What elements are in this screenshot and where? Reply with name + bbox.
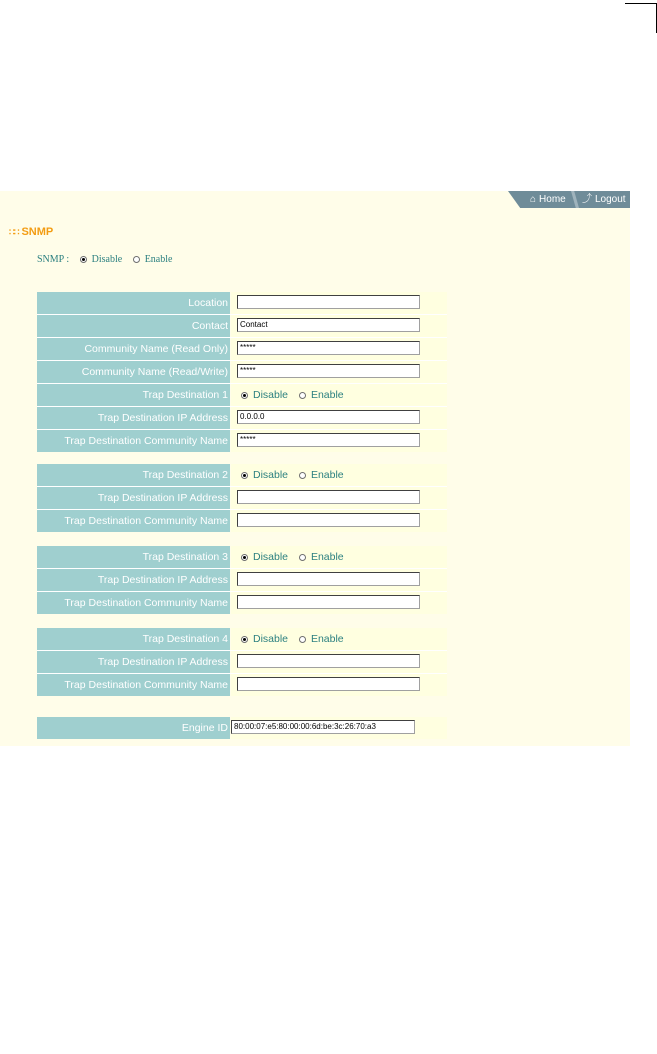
trap1-enable-label: Enable — [310, 389, 344, 401]
contact-row — [37, 315, 447, 338]
community-rw-input[interactable]: ***** — [237, 364, 420, 378]
page-corner-mark — [625, 3, 657, 33]
trap3-disable-option[interactable] — [241, 546, 288, 568]
engine-id-group — [37, 717, 447, 739]
community-ro-input[interactable]: ***** — [237, 341, 420, 355]
trap4-community-input[interactable] — [237, 677, 420, 691]
trap3-disable-radio[interactable] — [241, 554, 248, 561]
logout-icon: ⤴ — [582, 194, 592, 205]
trap1-ip-row — [37, 407, 447, 430]
page-title-text: SNMP — [21, 226, 54, 238]
trap3-group — [37, 546, 447, 614]
grid-bullet-icon: ∷∷ — [9, 227, 19, 237]
snmp-disable-option[interactable] — [80, 253, 123, 267]
trap3-community-row — [37, 592, 447, 614]
trap2-community-label: Trap Destination Community Name — [37, 510, 230, 532]
trap4-enable-label: Enable — [310, 633, 344, 645]
home-icon: ⌂ — [530, 194, 537, 205]
snmp-disable-label: Disable — [91, 254, 123, 265]
community-rw-label: Community Name (Read/Write) — [37, 361, 230, 383]
snmp-panel — [0, 191, 630, 746]
location-input[interactable] — [237, 295, 420, 309]
trap1-row — [37, 384, 447, 407]
trap4-ip-row — [37, 651, 447, 674]
trap2-label: Trap Destination 2 — [37, 464, 230, 486]
trap3-disable-label: Disable — [253, 551, 289, 563]
engine-id-label: Engine ID — [37, 717, 230, 739]
page-title — [9, 225, 53, 239]
snmp-enable-radio[interactable] — [133, 256, 140, 263]
home-tab[interactable] — [530, 193, 566, 206]
trap4-group — [37, 628, 447, 696]
contact-input[interactable]: Contact — [237, 318, 420, 332]
community-ro-label: Community Name (Read Only) — [37, 338, 230, 360]
trap4-community-label: Trap Destination Community Name — [37, 674, 230, 696]
engine-id-row — [37, 717, 447, 739]
trap4-ip-input[interactable] — [237, 654, 420, 668]
trap4-enable-radio[interactable] — [299, 636, 306, 643]
contact-label: Contact — [37, 315, 230, 337]
trap4-enable-option[interactable] — [299, 628, 344, 650]
trap1-community-label: Trap Destination Community Name — [37, 430, 230, 452]
trap3-row — [37, 546, 447, 569]
trap2-group — [37, 464, 447, 532]
trap3-ip-row — [37, 569, 447, 592]
trap1-disable-label: Disable — [253, 389, 289, 401]
trap1-ip-label: Trap Destination IP Address — [37, 407, 230, 429]
trap4-disable-option[interactable] — [241, 628, 288, 650]
trap3-ip-label: Trap Destination IP Address — [37, 569, 230, 591]
trap2-disable-label: Disable — [253, 469, 289, 481]
trap3-label: Trap Destination 3 — [37, 546, 230, 568]
trap4-ip-label: Trap Destination IP Address — [37, 651, 230, 673]
engine-id-input[interactable]: 80:00:07:e5:80:00:00:6d:be:3c:26:70:a3 — [231, 720, 415, 734]
trap3-enable-radio[interactable] — [299, 554, 306, 561]
location-label: Location — [37, 292, 230, 314]
trap3-community-input[interactable] — [237, 595, 420, 609]
trap4-community-row — [37, 674, 447, 696]
trap4-disable-radio[interactable] — [241, 636, 248, 643]
trap2-community-input[interactable] — [237, 513, 420, 527]
trap2-ip-input[interactable] — [237, 490, 420, 504]
general-settings-group — [37, 292, 447, 452]
trap3-ip-input[interactable] — [237, 572, 420, 586]
trap3-enable-label: Enable — [310, 551, 344, 563]
trap2-ip-label: Trap Destination IP Address — [37, 487, 230, 509]
trap1-enable-radio[interactable] — [299, 392, 306, 399]
trap2-enable-option[interactable] — [299, 464, 344, 486]
trap3-community-label: Trap Destination Community Name — [37, 592, 230, 614]
trap1-ip-input[interactable]: 0.0.0.0 — [237, 410, 420, 424]
top-nav — [508, 191, 630, 208]
community-ro-row — [37, 338, 447, 361]
trap1-enable-option[interactable] — [299, 384, 344, 406]
snmp-enable-label: Enable — [144, 254, 173, 265]
snmp-enable-option[interactable] — [133, 253, 173, 267]
trap3-enable-option[interactable] — [299, 546, 344, 568]
trap2-row — [37, 464, 447, 487]
logout-label: Logout — [595, 194, 626, 205]
trap4-disable-label: Disable — [253, 633, 289, 645]
community-rw-row — [37, 361, 447, 384]
trap1-disable-radio[interactable] — [241, 392, 248, 399]
trap2-community-row — [37, 510, 447, 532]
logout-tab[interactable] — [582, 193, 626, 206]
trap2-enable-label: Enable — [310, 469, 344, 481]
snmp-status-label: SNMP : — [37, 254, 70, 265]
trap4-label: Trap Destination 4 — [37, 628, 230, 650]
trap2-enable-radio[interactable] — [299, 472, 306, 479]
trap2-ip-row — [37, 487, 447, 510]
trap1-label: Trap Destination 1 — [37, 384, 230, 406]
location-row — [37, 292, 447, 315]
trap1-community-row — [37, 430, 447, 452]
trap1-community-input[interactable]: ***** — [237, 433, 420, 447]
snmp-status-row — [37, 253, 180, 267]
trap1-disable-option[interactable] — [241, 384, 288, 406]
home-label: Home — [539, 194, 566, 205]
trap2-disable-option[interactable] — [241, 464, 288, 486]
snmp-disable-radio[interactable] — [80, 256, 87, 263]
trap2-disable-radio[interactable] — [241, 472, 248, 479]
trap4-row — [37, 628, 447, 651]
